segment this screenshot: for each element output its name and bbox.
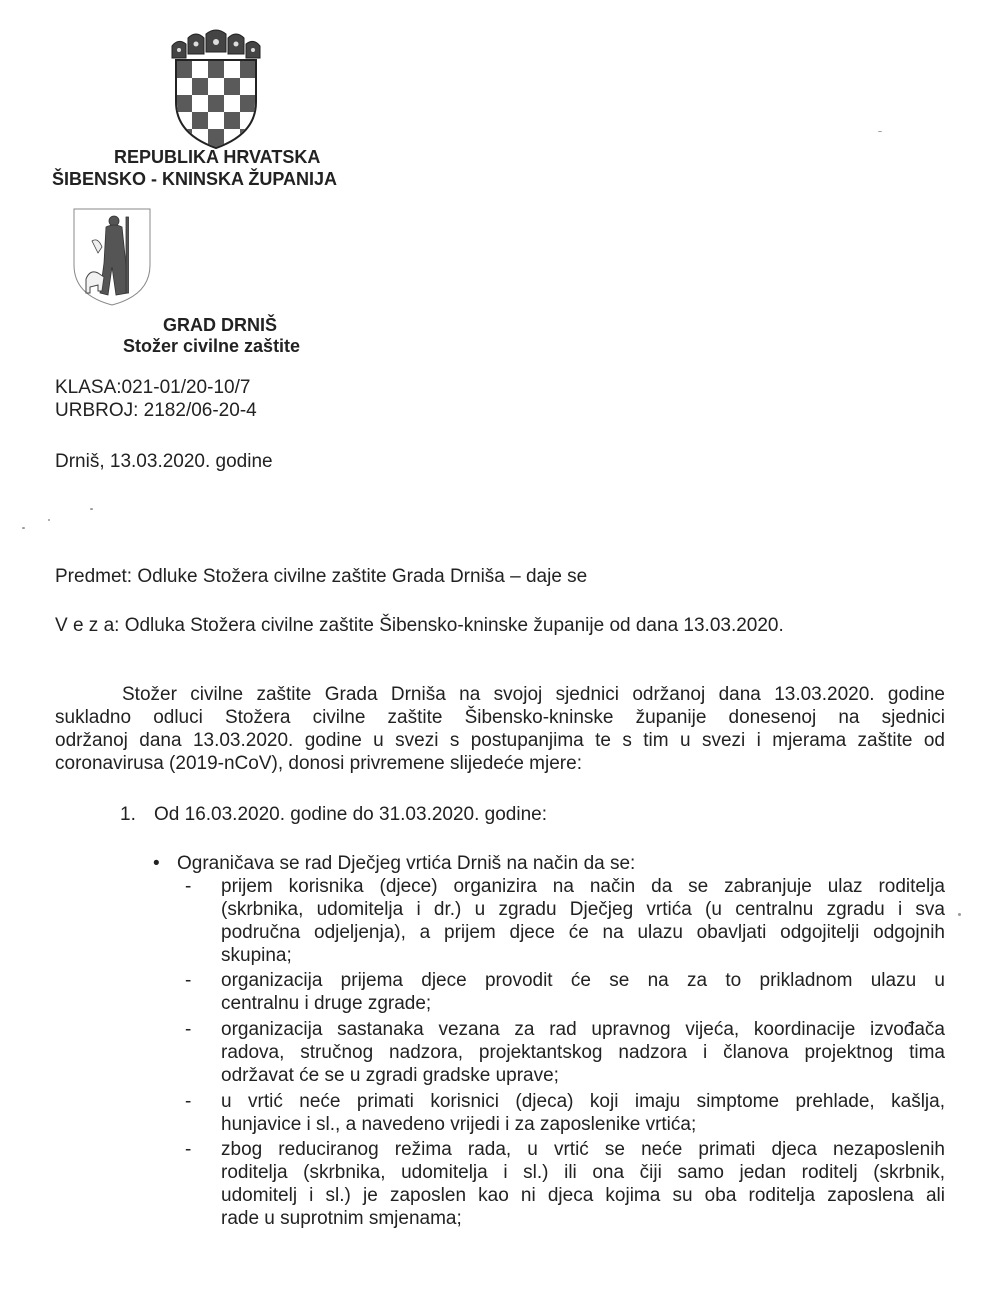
dash-marker: - [185,1091,192,1112]
dash-item-line: centralnu i druge zgrade; [221,993,432,1014]
scan-speck [90,508,93,510]
date-line: Drniš, 13.03.2020. godine [55,451,273,472]
dash-item-line: područna odjeljenja), a prijem djece će na ulazu obavljati odgojitelji odgojnih [221,922,945,943]
subject-line: Predmet: Odluke Stožera civilne zaštite Grada Drniša – daje se [55,566,588,587]
croatian-coat-of-arms-icon [168,28,264,150]
klasa-line: KLASA:021-01/20-10/7 [55,377,251,398]
intro-line: coronavirusa (2019-nCoV), donosi privremene slijedeće mjere: [55,753,582,774]
dash-item-line: zbog reduciranog režima rada, u vrtić se neće primati djeca nezaposlenih [221,1139,945,1160]
dash-item-line: udomitelj i sl.) je zaposlen kao ni djeca kojima su oba roditelja zaposlena ali [221,1185,945,1206]
dash-item-line: (skrbnika, udomitelja i dr.) u zgradu Dječjeg vrtića (u centralnu zgradu i sva [221,899,945,920]
dash-item-line: organizacija sastanaka vezana za rad upravnog vijeća, koordinacije izvođača [221,1019,945,1040]
scan-speck [48,519,50,521]
country-title: REPUBLIKA HRVATSKA [114,147,321,167]
intro-line: održanoj dana 13.03.2020. godine u svezi s postupanjima te s tim u svezi i mjerama zaštite od [55,730,945,751]
county-title: ŠIBENSKO - KNINSKA ŽUPANIJA [52,169,338,189]
dash-item-line: roditelja (skrbnika, udomitelja i sl.) ili ona čiji samo jedan roditelj (skrbnik, [221,1162,945,1183]
intro-line: sukladno odluci Stožera civilne zaštite Šibensko-kninske županije donesenoj na sjednici [55,707,945,728]
reference-line: V e z a: Odluka Stožera civilne zaštite Šibensko-kninske županije od dana 13.03.2020. [55,615,784,636]
city-title: GRAD DRNIŠ [163,315,278,335]
dash-marker: - [185,1139,192,1160]
bullet-text: Ograničava se rad Dječjeg vrtića Drniš na način da se: [177,853,636,874]
dash-marker: - [185,970,192,991]
scan-speck [22,527,25,529]
drnis-coat-of-arms-icon [72,207,152,307]
dash-item-line: organizacija prijema djece provodit će se na za to prikladnom ulazu u [221,970,945,991]
dash-marker: - [185,876,192,897]
urbroj-line: URBROJ: 2182/06-20-4 [55,400,257,421]
dash-item-line: prijem korisnika (djece) organizira na način da se zabranjuje ulaz roditelja [221,876,945,897]
intro-line: Stožer civilne zaštite Grada Drniša na svojoj sjednici održanoj dana 13.03.2020. godine [122,684,945,705]
item-number: 1. [120,804,136,825]
body-title: Stožer civilne zaštite [123,336,301,356]
dash-item-line: radova, stručnog nadzora, projektantskog nadzora i članova projektnog tima [221,1042,945,1063]
dash-item-line: hunjavice i sl., a navedeno vrijedi i za zaposlenike vrtića; [221,1114,697,1135]
dash-marker: - [185,1019,192,1040]
dash-item-line: skupina; [221,945,292,966]
dash-item-line: rade u suprotnim smjenama; [221,1208,462,1229]
bullet-symbol: • [153,853,160,874]
dash-item-line: održavat će se u zgradi gradske uprave; [221,1065,559,1086]
item-text: Od 16.03.2020. godine do 31.03.2020. godine: [154,804,548,825]
scan-speck [958,913,961,916]
scan-speck [878,131,882,132]
dash-item-line: u vrtić neće primati korisnici (djeca) koji imaju simptome prehlade, kašlja, [221,1091,945,1112]
